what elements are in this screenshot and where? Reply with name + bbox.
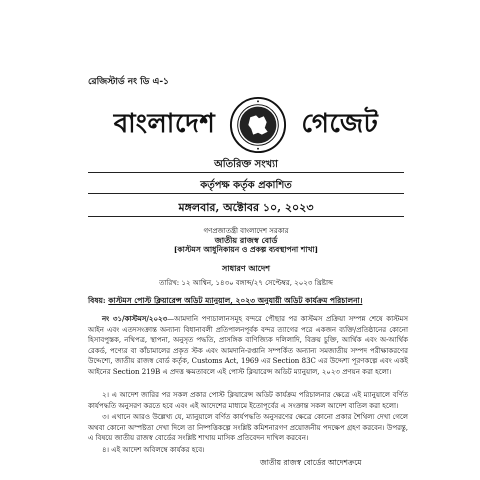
extraordinary-issue: অতিরিক্ত সংখ্যা [214,159,278,170]
wing-name: [কাস্টমস আধুনিকায়ন ও প্রকল্প ব্যবস্থাপনা শাখা] [173,245,319,254]
paragraph-4: ৪। এই আদেশ অবিলম্বে কার্যকর হবে। [102,446,205,454]
paragraph-1 [88,314,408,378]
paragraph-3: ৩। এখানে আরও উল্লেখ্য যে, ম্যানুয়ালে বর্ণিত কার্যপদ্ধতি অনুসরণের ক্ষেত্রে কোনো প্রকার শৈথিল্য দেখা গেলে অথবা কোনো অস্পষ্টতা দেখা দিলে তা নিষ্পত্তিকল্পে সংশ্লিষ্ট কমিশনারগণ প্রয়োজনীয় পদক্ষেপ গ্রহণ করবেন। উপরন্তু, এ বিষয়ে জাতীয় রাজস্ব বোর্ডের সংশ্লিষ্ট শাখায় মাসিক প্রতিবেদন দাখিল করবেন। [88,413,408,443]
order-date: তারিখ: ১২ আশ্বিন, ১৪৩০ বঙ্গাব্দ/২৭ সেপ্টেম্বর, ২০২৩ খ্রিষ্টাব্দ [159,279,333,287]
government-seal-icon [229,96,287,154]
order-number: নং ৩১/কাস্টমস/২০২৩ [102,314,168,323]
gazette-masthead [88,96,404,154]
government-name: গণপ্রজাতন্ত্রী বাংলাদেশ সরকার [203,227,289,235]
masthead-right-word: গেজেট [301,109,379,139]
masthead-left-word: বাংলাদেশ [113,109,216,139]
divider [88,172,404,173]
board-name: জাতীয় রাজস্ব বোর্ড [214,235,278,245]
paragraph-2: ২। এ আদেশ জারির পর সকল প্রকার পোস্ট ক্লিয়ারেন্স অডিট কার্যক্রম পরিচালনার ক্ষেত্রে এই ম্যানুয়ালে বর্ণিত কার্যপদ্ধতি অনুসরণ করতে হবে এবং এই আদেশের মাধ্যমে ইতোপূর্বের এ সংক্রান্ত সকল আদেশ বাতিল করা হলো। [88,391,408,410]
authority-line: কর্তৃপক্ষ কর্তৃক প্রকাশিত [200,180,292,191]
divider [88,216,404,217]
subject-label: বিষয়: [88,296,106,305]
subject-line [88,296,404,308]
issue-date: মঙ্গলবার, অক্টোবর ১০, ২০২৩ [178,201,314,214]
signoff-line: জাতীয় রাজস্ব বোর্ডের আদেশক্রমে [260,458,362,467]
subject-text: কাস্টমস পোস্ট ক্লিয়ারেন্স অডিট ম্যানুয়াল, ২০২৩ অনুযায়ী অডিট কার্যক্রম পরিচালনা। [108,296,363,305]
registration-number: রেজিস্টার্ড নং ডি এ-১ [88,77,169,87]
paragraph-1-text: —আমদানি পণ্যচালানসমূহ বন্দরে পৌছার পর কাস্টমস প্রক্রিয়া সম্পন্ন শেষে কাস্টমস আইন এবং এতদসংক্রান্ত অন্যান্য বিধানাবলী প্রতিপালনপূর্বক বন্দর ত্যাগের পরে একজন ব্যক্তি/প্রতিষ্ঠানের কোনো হিসাবপুস্তক, নথিপত্র, স্থাপনা, অনুসৃত পদ্ধতি, প্রাসঙ্গিক বাণিজ্যিক দলিলাদি, বিক্রয় চুক্তি, আর্থিক এবং অ-আর্থিক রেকর্ড, পণ্যের বা কাঁচামালের প্রকৃত স্টক এবং আমদানি-রপ্তানি সম্পর্কিত অন্যান্য সমজাতীয় সম্পদ পরীক্ষাকরণের উদ্দেশ্যে, জাতীয় রাজস্ব বোর্ড কর্তৃক, Customs Act, 1969 এর Section 83C এর উদ্দেশ্য পূরণকল্পে এবং একই আইনের Section 219B এ প্রদত্ত ক্ষমতাবলে এই পোস্ট ক্লিয়ারেন্স অডিট ম্যানুয়াল, ২০২৩ প্রণয়ন করা হলো। [88,315,408,376]
divider [88,193,404,194]
order-title: সাধারণ আদেশ [222,263,270,273]
